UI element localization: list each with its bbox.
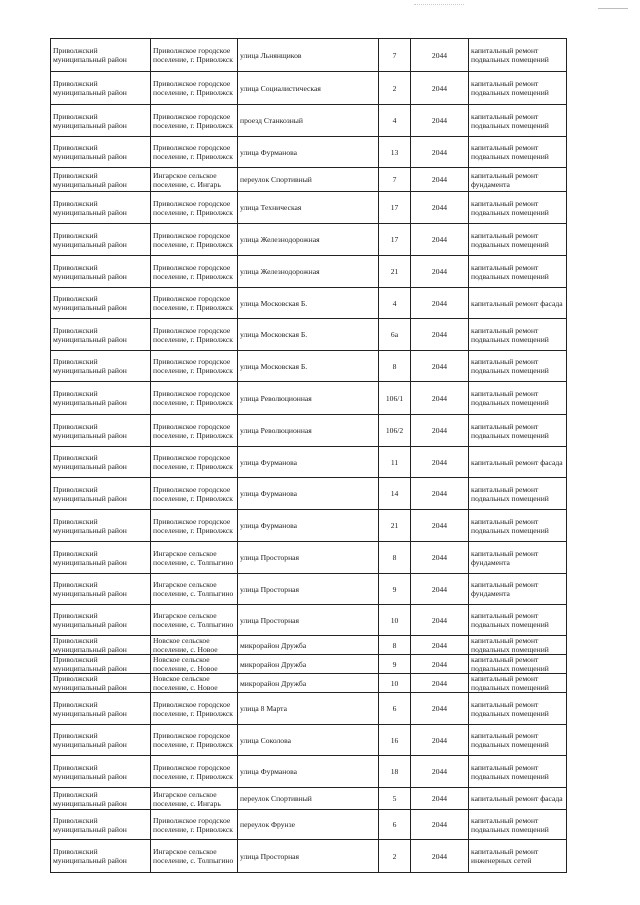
cell-street: улица Просторная: [238, 574, 379, 605]
cell-year: 2044: [411, 319, 469, 351]
table-row: [51, 351, 567, 382]
cell-street: микрорайон Дружба: [238, 674, 379, 693]
cell-year: 2044: [411, 256, 469, 288]
cell-work-type: капитальный ремонт подвальных помещений: [469, 510, 567, 542]
cell-settlement: Новское сельское поселение, с. Новое: [151, 674, 238, 693]
cell-work-type: капитальный ремонт подвальных помещений: [469, 192, 567, 224]
cell-work-type: капитальный ремонт подвальных помещений: [469, 415, 567, 447]
cell-house-number: 6: [379, 693, 411, 725]
cell-settlement: Ингарское сельское поселение, с. Толпыгино: [151, 542, 238, 574]
cell-settlement: Приволжское городское поселение, г. Приволжск: [151, 224, 238, 256]
cell-settlement: Приволжское городское поселение, г. Приволжск: [151, 192, 238, 224]
cell-settlement: Приволжское городское поселение, г. Приволжск: [151, 693, 238, 725]
table-row: [51, 510, 567, 542]
cell-house-number: 2: [379, 72, 411, 105]
cell-work-type: капитальный ремонт подвальных помещений: [469, 351, 567, 382]
cell-district: Приволжский муниципальный район: [51, 574, 151, 605]
cell-house-number: 17: [379, 224, 411, 256]
cell-street: улица Социалистическая: [238, 72, 379, 105]
cell-house-number: 5: [379, 788, 411, 810]
cell-settlement: Приволжское городское поселение, г. Приволжск: [151, 810, 238, 840]
cell-work-type: капитальный ремонт подвальных помещений: [469, 137, 567, 168]
cell-street: улица Московская Б.: [238, 288, 379, 319]
cell-work-type: капитальный ремонт подвальных помещений: [469, 224, 567, 256]
table-row: [51, 756, 567, 788]
cell-work-type: капитальный ремонт подвальных помещений: [469, 756, 567, 788]
cell-work-type: капитальный ремонт подвальных помещений: [469, 72, 567, 105]
cell-district: Приволжский муниципальный район: [51, 447, 151, 478]
table-row: [51, 256, 567, 288]
table-row: [51, 478, 567, 510]
cell-street: улица Железнодорожная: [238, 224, 379, 256]
cell-year: 2044: [411, 137, 469, 168]
cell-year: 2044: [411, 810, 469, 840]
cell-district: Приволжский муниципальный район: [51, 788, 151, 810]
cell-house-number: 8: [379, 636, 411, 655]
cell-year: 2044: [411, 542, 469, 574]
table-row: [51, 725, 567, 756]
cell-settlement: Новское сельское поселение, с. Новое: [151, 636, 238, 655]
cell-district: Приволжский муниципальный район: [51, 382, 151, 415]
cell-district: Приволжский муниципальный район: [51, 674, 151, 693]
cell-settlement: Приволжское городское поселение, г. Приволжск: [151, 105, 238, 137]
cell-work-type: капитальный ремонт инженерных сетей: [469, 840, 567, 873]
cell-work-type: капитальный ремонт подвальных помещений: [469, 810, 567, 840]
cell-district: Приволжский муниципальный район: [51, 810, 151, 840]
cell-settlement: Ингарское сельское поселение, с. Ингарь: [151, 168, 238, 192]
cell-settlement: Приволжское городское поселение, г. Приволжск: [151, 256, 238, 288]
cell-street: улица Революционная: [238, 415, 379, 447]
repair-schedule-table: [50, 38, 567, 873]
table-row: [51, 788, 567, 810]
cell-district: Приволжский муниципальный район: [51, 605, 151, 636]
cell-house-number: 106/2: [379, 415, 411, 447]
cell-street: улица Просторная: [238, 605, 379, 636]
cell-district: Приволжский муниципальный район: [51, 192, 151, 224]
cell-settlement: Ингарское сельское поселение, с. Ингарь: [151, 788, 238, 810]
cell-district: Приволжский муниципальный район: [51, 510, 151, 542]
cell-work-type: капитальный ремонт фундамента: [469, 542, 567, 574]
cell-district: Приволжский муниципальный район: [51, 693, 151, 725]
cell-settlement: Ингарское сельское поселение, с. Толпыгино: [151, 840, 238, 873]
cell-work-type: капитальный ремонт подвальных помещений: [469, 636, 567, 655]
cell-settlement: Приволжское городское поселение, г. Приволжск: [151, 510, 238, 542]
table-row: [51, 382, 567, 415]
cell-house-number: 7: [379, 168, 411, 192]
cell-year: 2044: [411, 415, 469, 447]
cell-house-number: 9: [379, 655, 411, 674]
table-row: [51, 574, 567, 605]
cell-settlement: Ингарское сельское поселение, с. Толпыгино: [151, 605, 238, 636]
cell-year: 2044: [411, 447, 469, 478]
cell-year: 2044: [411, 840, 469, 873]
cell-year: 2044: [411, 478, 469, 510]
cell-district: Приволжский муниципальный район: [51, 72, 151, 105]
cell-year: 2044: [411, 510, 469, 542]
table-row: [51, 674, 567, 693]
cell-house-number: 10: [379, 674, 411, 693]
cell-district: Приволжский муниципальный район: [51, 137, 151, 168]
cell-work-type: капитальный ремонт подвальных помещений: [469, 39, 567, 72]
cell-work-type: капитальный ремонт подвальных помещений: [469, 605, 567, 636]
cell-work-type: капитальный ремонт подвальных помещений: [469, 319, 567, 351]
cell-settlement: Приволжское городское поселение, г. Приволжск: [151, 478, 238, 510]
cell-year: 2044: [411, 636, 469, 655]
cell-street: улица Фурманова: [238, 510, 379, 542]
cell-house-number: 2: [379, 840, 411, 873]
cell-settlement: Приволжское городское поселение, г. Приволжск: [151, 725, 238, 756]
table-row: [51, 288, 567, 319]
table-row: [51, 192, 567, 224]
cell-house-number: 8: [379, 542, 411, 574]
cell-work-type: капитальный ремонт фасада: [469, 288, 567, 319]
cell-house-number: 10: [379, 605, 411, 636]
scan-artifact: [414, 4, 464, 11]
cell-district: Приволжский муниципальный район: [51, 840, 151, 873]
cell-district: Приволжский муниципальный район: [51, 319, 151, 351]
cell-settlement: Приволжское городское поселение, г. Приволжск: [151, 39, 238, 72]
cell-street: улица Фурманова: [238, 447, 379, 478]
cell-year: 2044: [411, 168, 469, 192]
cell-street: проезд Станкозный: [238, 105, 379, 137]
cell-district: Приволжский муниципальный район: [51, 725, 151, 756]
cell-year: 2044: [411, 72, 469, 105]
table-row: [51, 542, 567, 574]
cell-district: Приволжский муниципальный район: [51, 288, 151, 319]
cell-settlement: Приволжское городское поселение, г. Приволжск: [151, 319, 238, 351]
cell-house-number: 21: [379, 256, 411, 288]
cell-street: улица Просторная: [238, 840, 379, 873]
cell-work-type: капитальный ремонт подвальных помещений: [469, 693, 567, 725]
cell-house-number: 21: [379, 510, 411, 542]
cell-district: Приволжский муниципальный район: [51, 351, 151, 382]
cell-work-type: капитальный ремонт подвальных помещений: [469, 382, 567, 415]
cell-work-type: капитальный ремонт фундамента: [469, 168, 567, 192]
cell-settlement: Приволжское городское поселение, г. Приволжск: [151, 447, 238, 478]
cell-settlement: Приволжское городское поселение, г. Приволжск: [151, 288, 238, 319]
cell-work-type: капитальный ремонт фасада: [469, 788, 567, 810]
cell-work-type: капитальный ремонт подвальных помещений: [469, 674, 567, 693]
cell-street: переулок Спортивный: [238, 788, 379, 810]
cell-district: Приволжский муниципальный район: [51, 415, 151, 447]
cell-work-type: капитальный ремонт фасада: [469, 447, 567, 478]
cell-house-number: 8: [379, 351, 411, 382]
cell-work-type: капитальный ремонт подвальных помещений: [469, 725, 567, 756]
cell-district: Приволжский муниципальный район: [51, 168, 151, 192]
cell-settlement: Приволжское городское поселение, г. Приволжск: [151, 137, 238, 168]
cell-year: 2044: [411, 674, 469, 693]
table-row: [51, 693, 567, 725]
cell-year: 2044: [411, 105, 469, 137]
cell-settlement: Приволжское городское поселение, г. Приволжск: [151, 72, 238, 105]
cell-year: 2044: [411, 351, 469, 382]
table-row: [51, 447, 567, 478]
table-row: [51, 636, 567, 655]
cell-year: 2044: [411, 224, 469, 256]
cell-work-type: капитальный ремонт подвальных помещений: [469, 256, 567, 288]
cell-house-number: 4: [379, 288, 411, 319]
table-row: [51, 39, 567, 72]
cell-year: 2044: [411, 192, 469, 224]
cell-district: Приволжский муниципальный район: [51, 39, 151, 72]
cell-year: 2044: [411, 655, 469, 674]
cell-street: улица Соколова: [238, 725, 379, 756]
cell-house-number: 6а: [379, 319, 411, 351]
cell-street: улица Просторная: [238, 542, 379, 574]
cell-year: 2044: [411, 39, 469, 72]
cell-work-type: капитальный ремонт подвальных помещений: [469, 655, 567, 674]
cell-work-type: капитальный ремонт подвальных помещений: [469, 478, 567, 510]
cell-district: Приволжский муниципальный район: [51, 478, 151, 510]
cell-house-number: 17: [379, 192, 411, 224]
cell-year: 2044: [411, 756, 469, 788]
cell-settlement: Новское сельское поселение, с. Новое: [151, 655, 238, 674]
table-row: [51, 810, 567, 840]
table-body: [51, 39, 567, 873]
cell-street: улица Льнянщиков: [238, 39, 379, 72]
cell-settlement: Приволжское городское поселение, г. Приволжск: [151, 415, 238, 447]
cell-house-number: 6: [379, 810, 411, 840]
cell-street: улица Фурманова: [238, 478, 379, 510]
cell-settlement: Ингарское сельское поселение, с. Толпыгино: [151, 574, 238, 605]
cell-house-number: 16: [379, 725, 411, 756]
cell-settlement: Приволжское городское поселение, г. Приволжск: [151, 756, 238, 788]
cell-house-number: 14: [379, 478, 411, 510]
cell-house-number: 13: [379, 137, 411, 168]
cell-house-number: 18: [379, 756, 411, 788]
cell-settlement: Приволжское городское поселение, г. Приволжск: [151, 382, 238, 415]
cell-street: переулок Спортивный: [238, 168, 379, 192]
cell-street: улица Железнодорожная: [238, 256, 379, 288]
cell-house-number: 9: [379, 574, 411, 605]
cell-work-type: капитальный ремонт фундамента: [469, 574, 567, 605]
table-row: [51, 137, 567, 168]
cell-house-number: 106/1: [379, 382, 411, 415]
cell-street: улица Московская Б.: [238, 351, 379, 382]
cell-year: 2044: [411, 693, 469, 725]
cell-district: Приволжский муниципальный район: [51, 655, 151, 674]
cell-district: Приволжский муниципальный район: [51, 105, 151, 137]
cell-street: улица Техническая: [238, 192, 379, 224]
cell-house-number: 11: [379, 447, 411, 478]
table-row: [51, 605, 567, 636]
cell-district: Приволжский муниципальный район: [51, 636, 151, 655]
cell-year: 2044: [411, 605, 469, 636]
cell-street: микрорайон Дружба: [238, 636, 379, 655]
cell-year: 2044: [411, 725, 469, 756]
corner-mark: [598, 8, 628, 11]
cell-street: улица 8 Марта: [238, 693, 379, 725]
table-row: [51, 168, 567, 192]
table-row: [51, 319, 567, 351]
table-row: [51, 415, 567, 447]
cell-year: 2044: [411, 382, 469, 415]
cell-street: улица Революционная: [238, 382, 379, 415]
cell-work-type: капитальный ремонт подвальных помещений: [469, 105, 567, 137]
cell-district: Приволжский муниципальный район: [51, 224, 151, 256]
cell-year: 2044: [411, 574, 469, 605]
table-row: [51, 655, 567, 674]
cell-house-number: 4: [379, 105, 411, 137]
cell-district: Приволжский муниципальный район: [51, 256, 151, 288]
table-row: [51, 72, 567, 105]
cell-year: 2044: [411, 788, 469, 810]
cell-street: микрорайон Дружба: [238, 655, 379, 674]
cell-settlement: Приволжское городское поселение, г. Приволжск: [151, 351, 238, 382]
table-row: [51, 224, 567, 256]
cell-street: улица Фурманова: [238, 137, 379, 168]
cell-street: улица Московская Б.: [238, 319, 379, 351]
table-row: [51, 840, 567, 873]
cell-street: переулок Фрунзе: [238, 810, 379, 840]
cell-district: Приволжский муниципальный район: [51, 756, 151, 788]
table-row: [51, 105, 567, 137]
cell-street: улица Фурманова: [238, 756, 379, 788]
cell-district: Приволжский муниципальный район: [51, 542, 151, 574]
cell-year: 2044: [411, 288, 469, 319]
cell-house-number: 7: [379, 39, 411, 72]
